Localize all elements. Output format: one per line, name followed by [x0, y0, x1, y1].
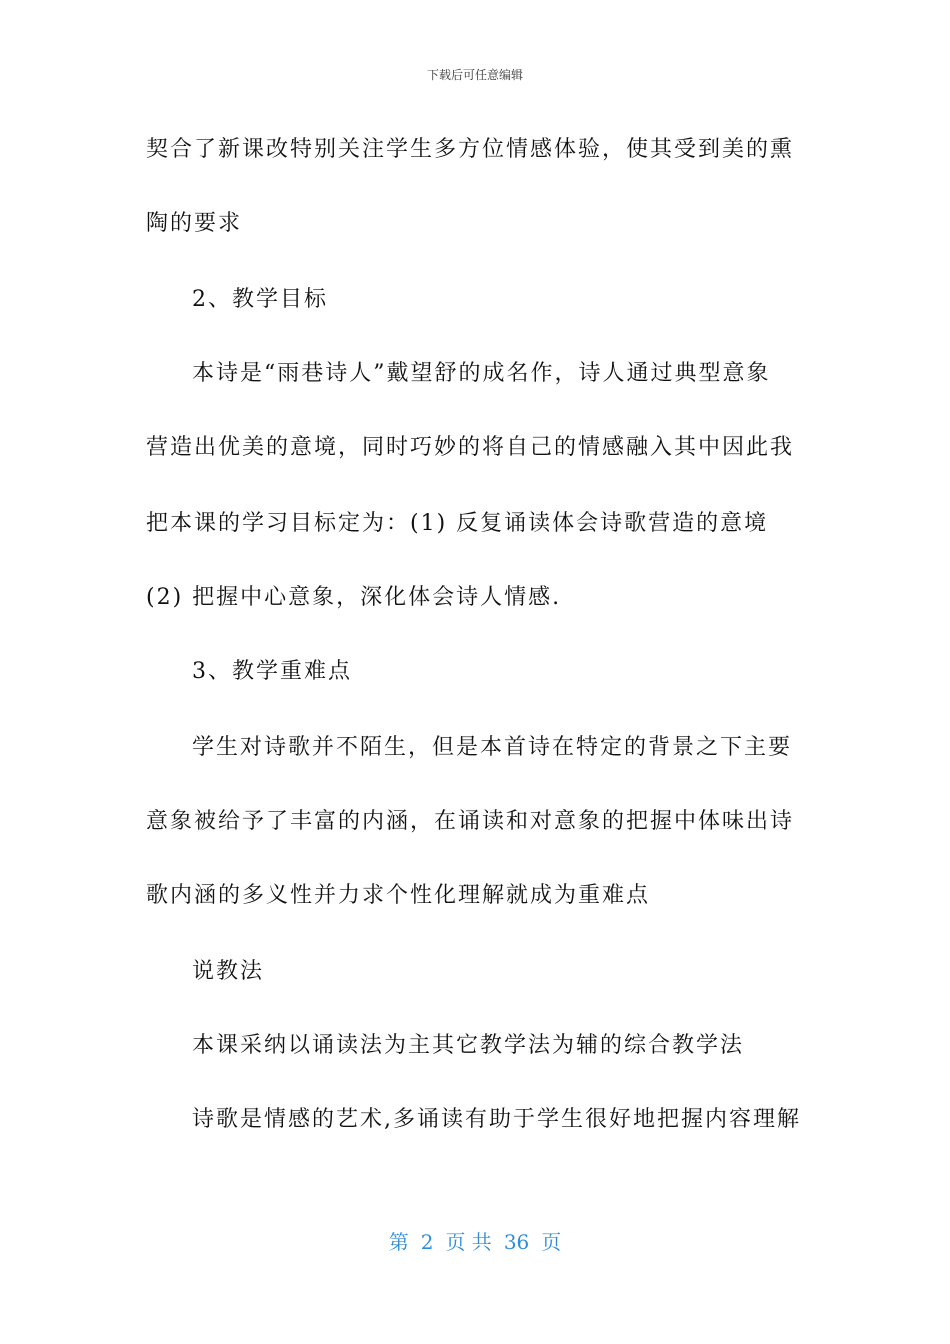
body-line-2: 陶的要求: [146, 211, 243, 236]
body-line-4: 本诗是“雨巷诗人”戴望舒的成名作，诗人通过典型意象: [192, 361, 771, 386]
footer-prefix: 第: [388, 1230, 409, 1254]
section-heading-teaching-goals: 2、教学目标: [192, 287, 328, 312]
footer-page-number: 2: [420, 1230, 434, 1254]
page-header: 下载后可任意编辑: [426, 68, 523, 82]
body-line-5: 营造出优美的意境，同时巧妙的将自己的情感融入其中因此我: [146, 435, 795, 460]
body-line-14: 诗歌是情感的艺术,多诵读有助于学生很好地把握内容理解: [192, 1107, 801, 1132]
page-footer: [0, 1226, 950, 1255]
body-line-9: 学生对诗歌并不陌生，但是本首诗在特定的背景之下主要: [192, 735, 793, 760]
footer-suffix: 页: [541, 1230, 562, 1254]
body-line-6: 把本课的学习目标定为：(1) 反复诵读体会诗歌营造的意境: [146, 511, 769, 536]
footer-total-pages: 36: [503, 1230, 530, 1254]
footer-middle: 页 共: [445, 1230, 492, 1254]
body-line-1: 契合了新课改特别关注学生多方位情感体验，使其受到美的熏: [146, 137, 795, 162]
body-line-11: 歌内涵的多义性并力求个性化理解就成为重难点: [146, 883, 651, 908]
body-line-7: (2) 把握中心意象，深化体会诗人情感.: [146, 585, 562, 610]
section-heading-key-points: 3、教学重难点: [192, 659, 352, 684]
body-line-13: 本课采纳以诵读法为主其它教学法为辅的综合教学法: [192, 1033, 745, 1058]
section-heading-teaching-method: 说教法: [192, 959, 265, 984]
body-line-10: 意象被给予了丰富的内涵，在诵读和对意象的把握中体味出诗: [146, 809, 795, 834]
